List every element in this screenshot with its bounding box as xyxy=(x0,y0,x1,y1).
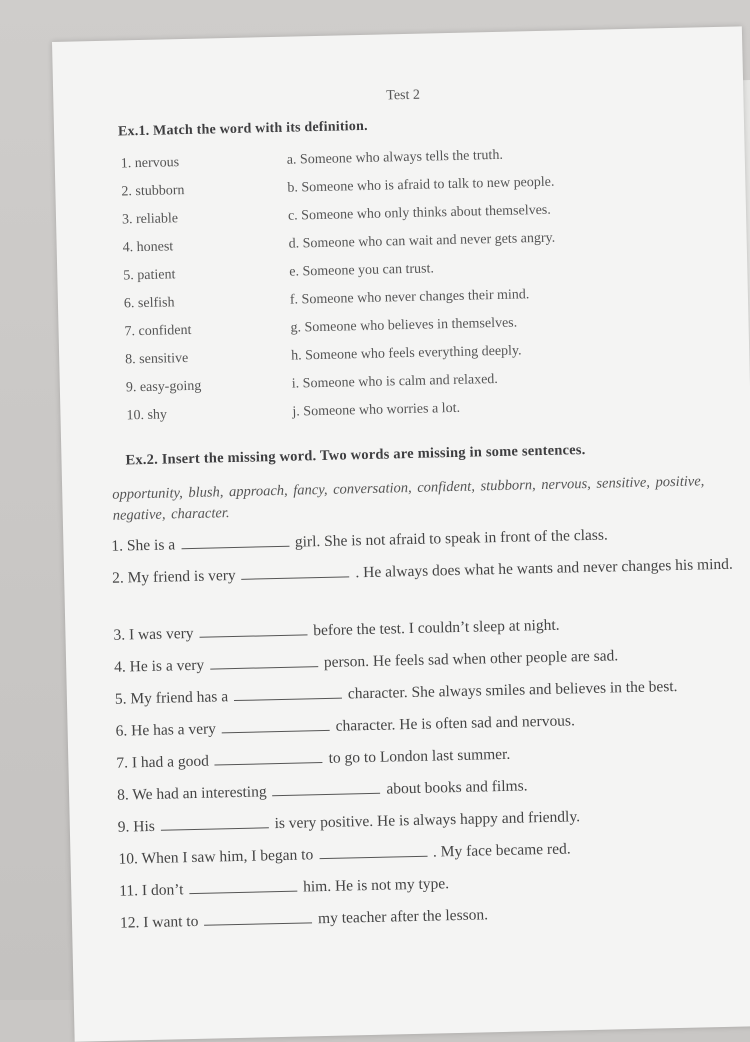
ex1-word: 1. nervous xyxy=(120,155,180,172)
ex1-definition: j. Someone who worries a lot. xyxy=(292,400,461,420)
ex1-word: 10. shy xyxy=(126,407,168,424)
ex1-definition: b. Someone who is afraid to talk to new people. xyxy=(287,174,555,196)
answer-blank[interactable] xyxy=(189,877,297,894)
ex2-sentence xyxy=(111,520,743,557)
ex2-sentence xyxy=(118,833,750,870)
ex2-sentence xyxy=(117,769,749,806)
sentence-start: 2. My friend is very xyxy=(111,566,236,587)
sentence-start: 12. I want to xyxy=(119,912,199,932)
sentence-end: is very positive. He is always happy and friendly. xyxy=(274,808,581,833)
sentence-start: 7. I had a good xyxy=(116,752,210,772)
answer-blank[interactable] xyxy=(319,842,427,859)
ex1-definition: a. Someone who always tells the truth. xyxy=(286,147,504,168)
answer-blank[interactable] xyxy=(181,532,289,549)
worksheet xyxy=(52,26,750,1041)
answer-blank[interactable] xyxy=(234,684,342,701)
sentence-start: 9. His xyxy=(117,817,156,836)
answer-blank[interactable] xyxy=(222,716,330,733)
sentence-end: character. She always smiles and believes in the best. xyxy=(347,677,678,703)
ex2-sentence xyxy=(115,705,747,742)
ex2-sentence xyxy=(120,897,750,934)
sentence-start: 6. He has a very xyxy=(115,720,217,740)
sentence-end: to go to London last summer. xyxy=(328,745,511,767)
ex1-word: 4. honest xyxy=(122,239,174,256)
answer-blank[interactable] xyxy=(204,908,312,925)
ex1-word: 3. reliable xyxy=(121,211,179,228)
ex2-sentence xyxy=(116,737,748,774)
answer-blank[interactable] xyxy=(210,652,318,669)
ex1-definition: d. Someone who can wait and never gets angry. xyxy=(288,230,556,252)
sentence-start: 3. I was very xyxy=(113,624,194,644)
sentence-start: 8. We had an interesting xyxy=(116,783,267,804)
answer-blank[interactable] xyxy=(241,562,349,579)
answer-blank[interactable] xyxy=(161,813,269,830)
sentence-end: him. He is not my type. xyxy=(302,875,450,896)
ex1-definition: c. Someone who only thinks about themselves. xyxy=(287,202,551,224)
ex2-heading: Ex.2. Insert the missing word. Two words are missing in some sentences. xyxy=(125,442,586,469)
ex2-sentence xyxy=(114,641,746,678)
sentence-end: about books and films. xyxy=(386,777,528,798)
ex1-word: 9. easy-going xyxy=(125,378,202,396)
ex1-word: 2. stubborn xyxy=(121,183,185,200)
answer-blank[interactable] xyxy=(215,748,323,765)
ex2-sentence xyxy=(113,609,745,646)
ex2-word-bank: opportunity, blush, approach, fancy, conversation, confident, stubborn, nervous, sensitive, positive, negative, character. xyxy=(112,473,705,524)
ex1-word: 7. confident xyxy=(124,322,192,340)
sentence-start: 4. He is a very xyxy=(114,656,205,676)
ex2-sentence xyxy=(112,552,744,589)
test-title: Test 2 xyxy=(386,87,421,104)
ex1-definition: g. Someone who believes in themselves. xyxy=(290,315,518,336)
sentence-start: 1. She is a xyxy=(111,536,176,555)
ex1-definition: f. Someone who never changes their mind. xyxy=(289,287,530,308)
sentence-end: girl. She is not afraid to speak in front of the class. xyxy=(294,526,608,551)
sentence-end: character. He is often sad and nervous. xyxy=(335,712,576,735)
ex1-definition: e. Someone you can trust. xyxy=(289,261,435,280)
ex2-sentence xyxy=(118,801,750,838)
sentence-start: 10. When I saw him, I began to xyxy=(118,846,314,868)
ex1-definition: h. Someone who feels everything deeply. xyxy=(291,343,522,364)
answer-blank[interactable] xyxy=(272,779,380,796)
sentence-end: . He always does what he wants and never changes his mind. xyxy=(355,555,734,582)
sentence-end: before the test. I couldn’t sleep at night. xyxy=(313,616,560,640)
sentence-end: person. He feels sad when other people are sad. xyxy=(323,647,619,671)
ex1-word: 5. patient xyxy=(123,267,176,284)
ex1-definition: i. Someone who is calm and relaxed. xyxy=(291,371,499,392)
ex2-sentence xyxy=(115,673,747,710)
sentence-end: my teacher after the lesson. xyxy=(317,906,489,928)
sentence-start: 5. My friend has a xyxy=(114,688,229,708)
sentence-end: . My face became red. xyxy=(432,840,571,861)
ex1-word: 6. selfish xyxy=(123,295,175,312)
sentence-start: 11. I don’t xyxy=(119,881,184,900)
ex1-word: 8. sensitive xyxy=(125,350,189,368)
ex2-sentence xyxy=(119,865,750,902)
answer-blank[interactable] xyxy=(199,620,307,637)
ex1-heading: Ex.1. Match the word with its definition. xyxy=(117,118,368,140)
